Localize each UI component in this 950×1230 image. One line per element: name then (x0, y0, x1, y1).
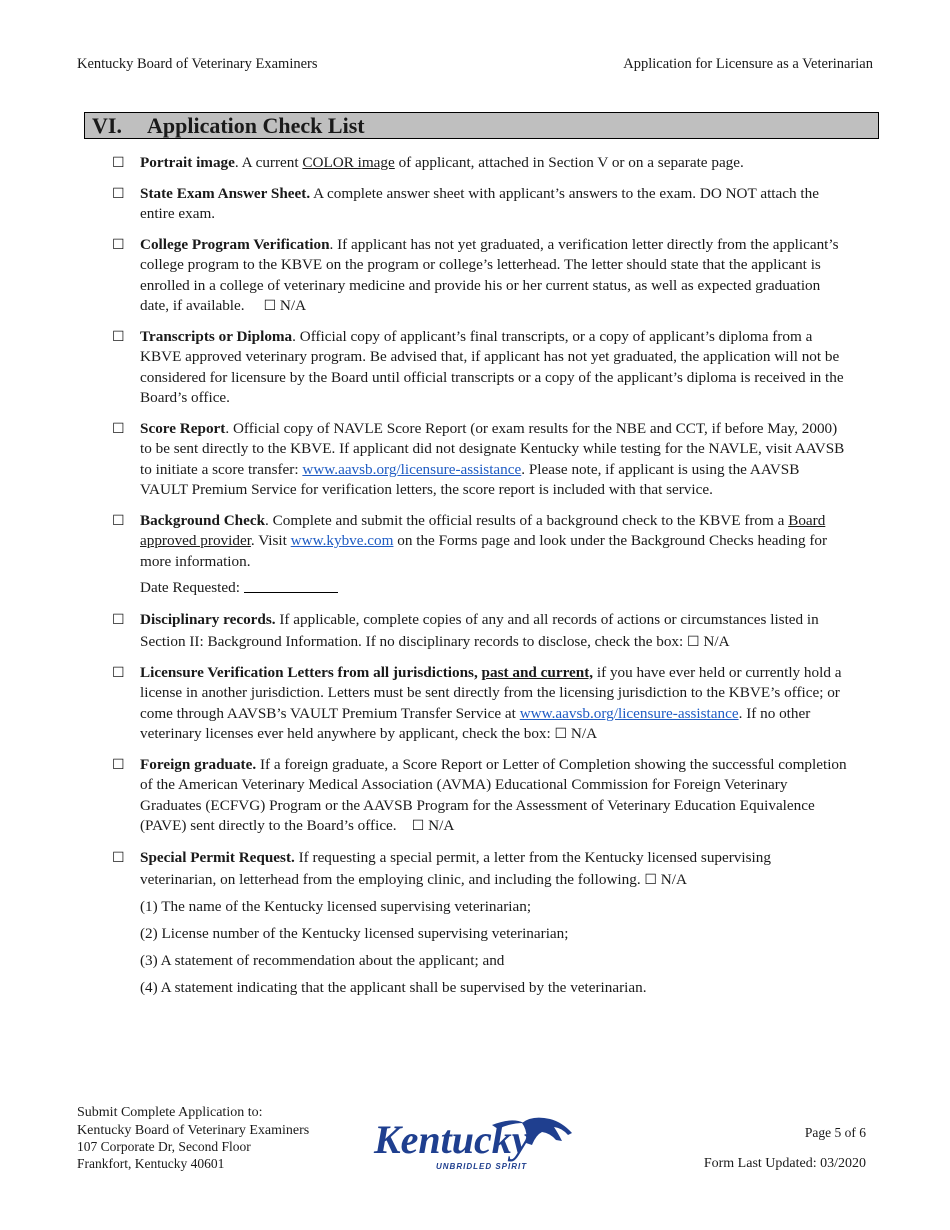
item-title: Score Report (140, 419, 226, 437)
item-title: Disciplinary records. (140, 610, 276, 628)
aavsb-link[interactable]: www.aavsb.org/licensure-assistance (519, 704, 739, 722)
item-title: Special Permit Request. (140, 848, 295, 866)
checkbox-foreign[interactable]: ☐ (112, 756, 125, 773)
item-title: College Program Verification (140, 235, 330, 253)
checklist-item-special-permit: ☐ Special Permit Request. If requesting a special permit, a letter from the Kentucky licensed supervising veterinarian, on letterhead from the employing clinic, and including the following. ☐ N/A (1) The name of the Kentucky licensed supervising veterinarian; (2) License number of the Kentucky licensed supervising veterinarian; (3) A statement of recommendation about the applicant; and (4) A statement indicating that the applicant shall be supervised by the veterinarian. (112, 847, 847, 998)
kentucky-logo (372, 1113, 578, 1175)
checkbox-score-report[interactable]: ☐ (112, 420, 125, 437)
date-requested-label: Date Requested: (140, 579, 244, 596)
checklist-item-foreign: ☐ Foreign graduate. If a foreign graduate, a Score Report or Letter of Completion showing the successful completion of the American Veterinary Medical Association (AVMA) Educational Commission for Foreign Veterinary Graduates (ECFVG) Program or the AAVSB Program for the Assessment of Veterinary Education Equivalence (PAVE) sent directly to the Board’s office. ☐ N/A (112, 755, 847, 834)
item-title: Background Check (140, 511, 266, 529)
checkbox-exam[interactable]: ☐ (112, 185, 125, 202)
checklist-item-exam: ☐ State Exam Answer Sheet. A complete answer sheet with applicant’s answers to the exam. DO NOT attach the entire exam. (112, 184, 819, 222)
checklist-item-disciplinary: ☐ Disciplinary records. If applicable, complete copies of any and all records of actions or circumstances listed in Section II: Background Information. If no disciplinary records to disclose, check the box: ☐ N/A (112, 610, 819, 650)
header-right-title: Application for Licensure as a Veterinarian (623, 56, 873, 72)
checkbox-college[interactable]: ☐ (112, 236, 125, 253)
address-line-2: Frankfort, Kentucky 40601 (77, 1155, 225, 1171)
item-title: State Exam Answer Sheet. (140, 184, 311, 202)
checkbox-disciplinary-na[interactable]: ☐ (687, 633, 700, 650)
permit-requirement: (2) License number of the Kentucky licensed supervising veterinarian; (140, 924, 569, 942)
aavsb-link[interactable]: www.aavsb.org/licensure-assistance (302, 460, 522, 478)
page-number: Page 5 of 6 (804, 1125, 866, 1140)
form-last-updated: Form Last Updated: 03/2020 (703, 1156, 866, 1171)
item-title: Licensure Verification Letters from all jurisdictions, (140, 663, 482, 681)
logo-wordmark: Kentucky (374, 1117, 530, 1162)
checkbox-college-na[interactable]: ☐ (263, 298, 277, 314)
checklist (112, 153, 847, 1008)
date-requested (140, 578, 847, 599)
item-title: Portrait image (140, 154, 235, 171)
board-name: Kentucky Board of Veterinary Examiners (77, 1122, 310, 1138)
permit-requirement: (3) A statement of recommendation about the applicant; and (140, 951, 505, 969)
checkbox-foreign-na[interactable]: ☐ (411, 818, 425, 834)
checklist-item-licensure: ☐ Licensure Verification Letters from all jurisdictions, past and current, if you have ever held or currently hold a license in another jurisdiction. Letters must be sent directly from the licensing jurisdiction to the KBVE’s office; or come through AAVSB’s VAULT Premium Transfer Service at www.aavsb.org/licensure-assistance. If no other veterinary licenses ever held anywhere by applicant, check the box: ☐ N/A (112, 663, 842, 742)
permit-requirement: (4) A statement indicating that the applicant shall be supervised by the veterinarian. (140, 978, 647, 996)
color-image-note: COLOR image (302, 154, 395, 171)
date-requested-field[interactable] (244, 578, 338, 593)
checkbox-portrait[interactable]: ☐ (112, 155, 125, 171)
checklist-item-portrait: ☐ Portrait image. A current COLOR image of applicant, attached in Section V or on a separate page. (112, 153, 847, 174)
checkbox-licensure-na[interactable]: ☐ (554, 726, 568, 742)
address-line-1: 107 Corporate Dr, Second Floor (77, 1139, 251, 1154)
permit-requirements-list (140, 896, 847, 998)
section-heading (84, 112, 879, 139)
item-title: Foreign graduate. (140, 755, 257, 773)
checkbox-transcripts[interactable]: ☐ (112, 328, 125, 345)
checkbox-licensure[interactable]: ☐ (112, 664, 125, 681)
submit-address-block (77, 1104, 309, 1172)
header-left-title: Kentucky Board of Veterinary Examiners (77, 56, 318, 72)
section-number: VI. (92, 113, 122, 138)
checkbox-permit-na[interactable]: ☐ (644, 871, 657, 888)
item-title: Transcripts or Diploma (140, 327, 293, 345)
checklist-item-score-report: ☐ Score Report. Official copy of NAVLE Score Report (or exam results for the NBE and CCT, if before May, 2000) to be sent directly to the KBVE. If applicant did not designate Kentucky while testing for the NAVLE, visit AAVSB to initiate a score transfer: www.aavsb.org/licensure-assistance. Please note, if applicant is using the AAVSB VAULT Premium Service for verification letters, the score report is included with that service. (112, 419, 845, 498)
checklist-item-background: ☐ Background Check. Complete and submit the official results of a background check to the KBVE from a Board approved provider. Visit www.kybve.com on the Forms page and look under the Background Checks heading for more information. Date Requested: (112, 511, 847, 599)
board-approved-provider-link[interactable]: Board approved provider (140, 511, 826, 549)
checklist-item-transcripts: ☐ Transcripts or Diploma. Official copy of applicant’s final transcripts, or a copy of applicant’s diploma from a KBVE approved veterinary program. Be advised that, if applicant has not yet graduated, the application will not be considered for licensure by the Board until official transcripts or a copy of the applicant’s diploma is received in the Board’s office. (112, 327, 844, 406)
checkbox-special-permit[interactable]: ☐ (112, 849, 125, 866)
checklist-item-college: ☐ College Program Verification. If applicant has not yet graduated, a verification letter directly from the applicant’s college program to the KBVE on the program or college’s letterhead. The letter should state that the applicant is enrolled in a college of veterinary medicine and provide his or her current status, as well as expected graduation date, if available. ☐ N/A (112, 235, 839, 314)
checkbox-disciplinary[interactable]: ☐ (112, 611, 125, 628)
permit-requirement: (1) The name of the Kentucky licensed supervising veterinarian; (140, 897, 532, 915)
logo-tagline: UNBRIDLED SPIRIT (436, 1162, 528, 1171)
checkbox-background[interactable]: ☐ (112, 512, 125, 529)
submit-label: Submit Complete Application to: (77, 1105, 263, 1120)
section-title: Application Check List (147, 113, 365, 138)
kybve-link[interactable]: www.kybve.com (290, 532, 394, 549)
